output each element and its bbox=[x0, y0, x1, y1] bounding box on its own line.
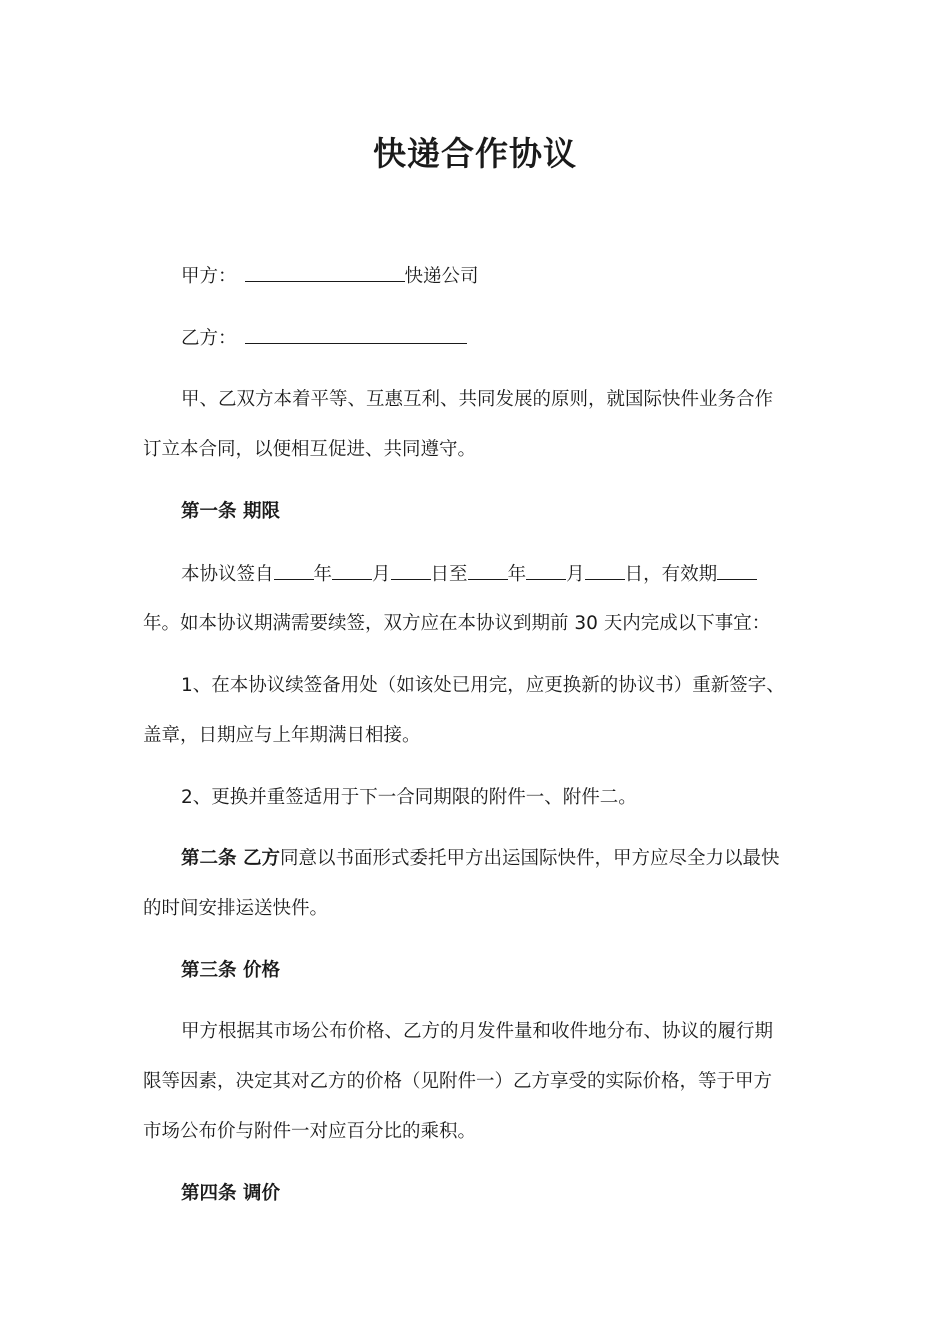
party-b-blank bbox=[245, 325, 467, 344]
term-blank-5 bbox=[526, 561, 566, 580]
intro-line-1: 甲、乙双方本着平等、互惠互利、共同发展的原则，就国际快件业务合作 bbox=[181, 389, 774, 410]
article1-heading: 第一条 期限 bbox=[181, 501, 280, 522]
term-blank-3 bbox=[391, 561, 431, 580]
party-b-label: 乙方： bbox=[181, 328, 237, 349]
article1-term-line-2: 年。如本协议期满需要续签，双方应在本协议到期前 30 天内完成以下事宜： bbox=[143, 613, 771, 634]
term-text-5: 年 bbox=[507, 564, 527, 585]
term-blank-2 bbox=[332, 561, 372, 580]
party-b-line bbox=[143, 325, 846, 352]
term-text-1: 本协议签自 bbox=[181, 564, 274, 585]
article3-line-1: 甲方根据其市场公布价格、乙方的月发件量和收件地分布、协议的履行期 bbox=[181, 1021, 774, 1042]
article2-text-1: 同意以书面形式委托甲方出运国际快件，甲方应尽全力以最快 bbox=[279, 848, 780, 869]
article1-item1-line-1: 1、在本协议续签备用处（如该处已用完，应更换新的协议书）重新签字、 bbox=[181, 675, 785, 696]
term-text-7: 日，有效期 bbox=[624, 564, 718, 585]
party-a-blank bbox=[245, 263, 405, 282]
party-a-label: 甲方： bbox=[181, 266, 237, 287]
intro-line-2: 订立本合同，以便相互促进、共同遵守。 bbox=[143, 439, 477, 460]
article1-item2: 2、更换并重签适用于下一合同期限的附件一、附件二。 bbox=[181, 787, 637, 808]
term-text-6: 月 bbox=[566, 564, 585, 585]
article2-heading: 第二条 乙方 bbox=[181, 848, 280, 869]
term-blank-6 bbox=[585, 561, 625, 580]
article1-item1-line-2: 盖章，日期应与上年期满日相接。 bbox=[143, 725, 421, 746]
article2-line-1 bbox=[143, 846, 846, 872]
party-a-line bbox=[143, 263, 846, 290]
term-text-4: 日至 bbox=[430, 564, 468, 585]
article3-heading: 第三条 价格 bbox=[181, 960, 280, 981]
article2-line-2: 的时间安排运送快件。 bbox=[143, 898, 329, 919]
term-blank-7 bbox=[717, 561, 757, 580]
article3-line-3: 市场公布价与附件一对应百分比的乘积。 bbox=[143, 1121, 477, 1142]
term-blank-1 bbox=[274, 561, 314, 580]
article1-term-line bbox=[143, 561, 846, 588]
term-blank-4 bbox=[468, 561, 508, 580]
term-text-3: 月 bbox=[372, 564, 391, 585]
article3-line-2: 限等因素，决定其对乙方的价格（见附件一）乙方享受的实际价格，等于甲方 bbox=[143, 1071, 773, 1092]
article4-heading: 第四条 调价 bbox=[181, 1183, 280, 1204]
party-a-suffix: 快递公司 bbox=[404, 266, 479, 287]
term-text-2: 年 bbox=[313, 564, 333, 585]
document-title: 快递合作协议 bbox=[373, 134, 577, 173]
